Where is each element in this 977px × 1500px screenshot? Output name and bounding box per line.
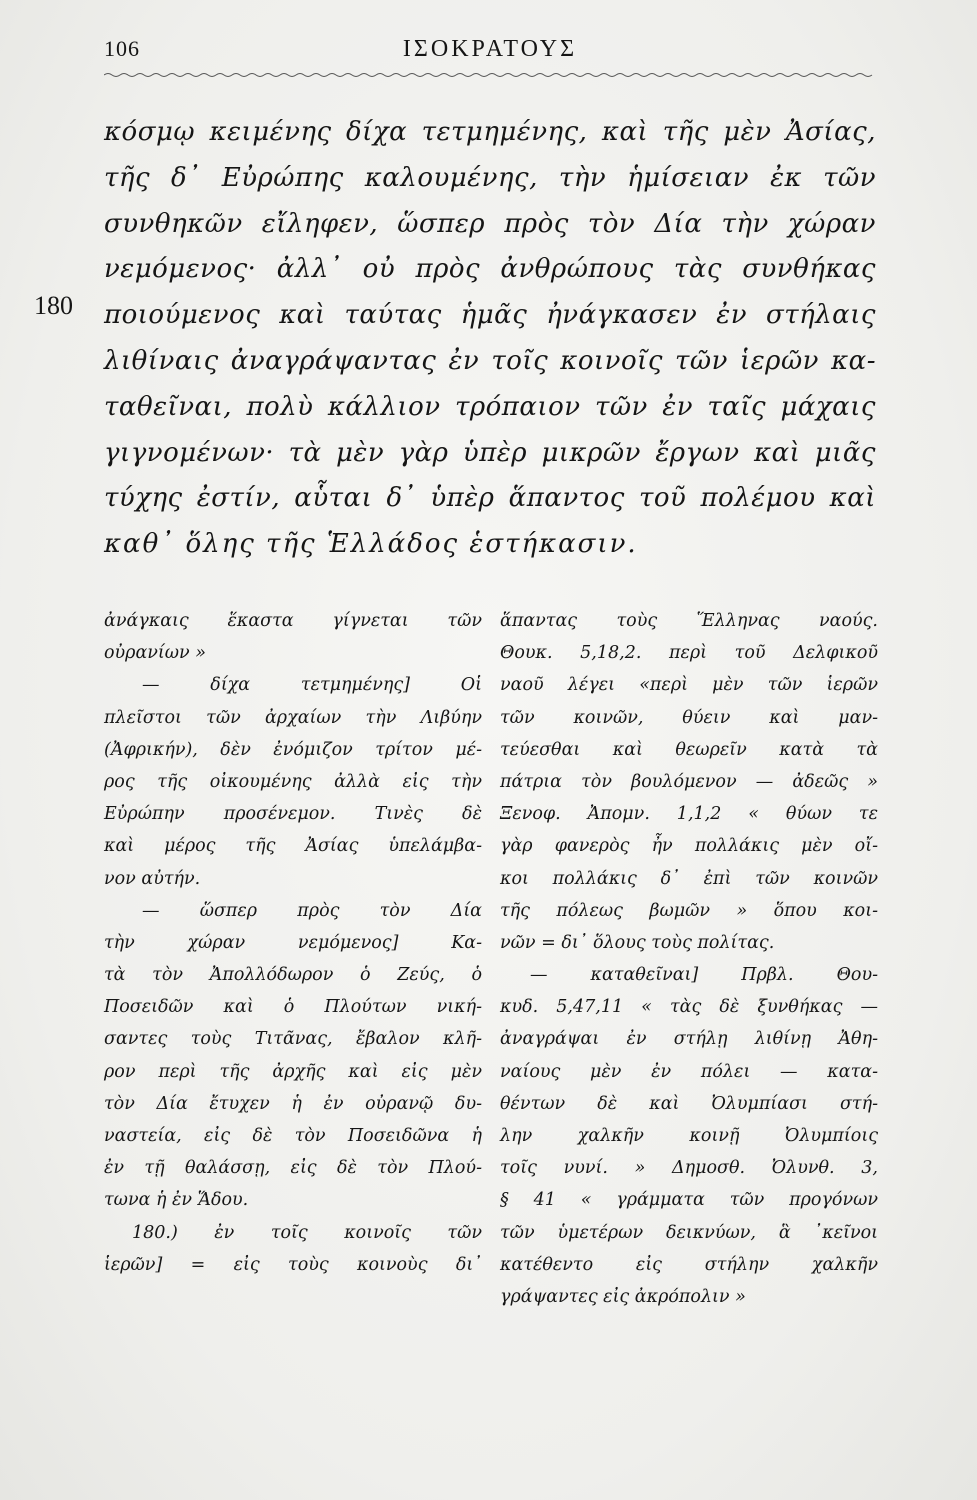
main-text <box>104 110 876 568</box>
note-line: τοῖς νυνί. » Δημοσθ. Ὀλυνθ. 3, <box>500 1158 878 1179</box>
note-line: ἐν τῇ θαλάσσῃ, εἰς δὲ τὸν Πλού- <box>104 1158 482 1179</box>
note-line: πλεῖστοι τῶν ἀρχαίων τὴν Λιβύην <box>104 707 482 728</box>
notes-left-column <box>104 605 482 1281</box>
running-title: ΙΣΟΚΡΑΤΟΥΣ <box>402 36 578 62</box>
note-line: πάτρια τὸν βουλόμενον — ἀδεῶς » <box>500 771 878 792</box>
header-rule <box>104 72 876 78</box>
note-line: τωνα ἡ ἐν Ἅδου. <box>104 1190 249 1211</box>
note-line: γὰρ φανερὸς ἦν πολλάκις μὲν οἴ- <box>500 836 878 857</box>
note-line: τὴν χώραν νεμόμενος] Κα- <box>104 932 482 953</box>
main-text-line: γιγνομένων· τὰ μὲν γὰρ ὑπὲρ μικρῶν ἔργων καὶ μιᾶς <box>104 437 876 468</box>
note-line: ρον περὶ τῆς ἀρχῆς καὶ εἰς μὲν <box>104 1061 482 1082</box>
main-text-line: κόσμῳ κειμένης δίχα τετμημένης, καὶ τῆς μὲν Ἀσίας, <box>104 117 876 147</box>
notes-right-column <box>500 605 878 1313</box>
note-line: Ποσειδῶν καὶ ὁ Πλούτων νική- <box>104 997 482 1018</box>
note-line: τὸν Δία ἔτυχεν ἡ ἐν οὐρανῷ δυ- <box>104 1093 482 1114</box>
note-line: ἱερῶν] = εἰς τοὺς κοινοὺς δι᾽ <box>104 1254 482 1275</box>
note-line: κοι πολλάκις δ᾽ ἐπὶ τῶν κοινῶν <box>500 868 878 889</box>
main-text-line: τύχης ἐστίν, αὗται δ᾽ ὑπὲρ ἅπαντος τοῦ πολέμου καὶ <box>104 483 876 514</box>
main-text-line: λιθίναις ἀναγράψαντας ἐν τοῖς κοινοῖς τῶν ἱερῶν κα- <box>104 345 876 376</box>
note-line: γράψαντες εἰς ἀκρόπολιν » <box>500 1286 746 1307</box>
note-line: νῶν = δι᾽ ὅλους τοὺς πολίτας. <box>500 932 775 953</box>
note-line: θέντων δὲ καὶ Ὀλυμπίασι στή- <box>500 1093 878 1114</box>
note-line: σαντες τοὺς Τιτᾶνας, ἔβαλον κλῆ- <box>104 1029 482 1050</box>
main-text-line: νεμόμενος· ἀλλ᾽ οὐ πρὸς ἀνθρώπους τὰς συνθήκας <box>104 254 876 285</box>
note-line: τὰ τὸν Ἀπολλόδωρον ὁ Ζεύς, ὁ <box>104 965 482 986</box>
note-line: ρος τῆς οἰκουμένης ἀλλὰ εἰς τὴν <box>104 771 482 792</box>
note-line: κατέθεντο εἰς στήλην χαλκῆν <box>500 1254 878 1275</box>
note-line: — δίχα τετμημένης] Οἱ <box>142 675 482 696</box>
note-line: — ὥσπερ πρὸς τὸν Δία <box>142 900 482 921</box>
note-line: λην χαλκῆν κοινῇ Ὀλυμπίοις <box>500 1126 878 1146</box>
note-line: 180.) ἐν τοῖς κοινοῖς τῶν <box>132 1222 482 1243</box>
note-line: ναίους μὲν ἐν πόλει — κατα- <box>500 1061 878 1082</box>
note-line: ἀνάγκαις ἕκαστα γίγνεται τῶν <box>104 611 482 631</box>
note-line: ἀναγράψαι ἐν στήλῃ λιθίνῃ Ἀθη- <box>500 1029 878 1050</box>
note-line: — καταθεῖναι] Πρβλ. Θου- <box>530 965 878 986</box>
note-line: οὐρανίων » <box>104 643 206 664</box>
note-line: Θουκ. 5,18,2. περὶ τοῦ Δελφικοῦ <box>500 643 878 664</box>
main-text-line: συνθηκῶν εἴληφεν, ὥσπερ πρὸς τὸν Δία τὴν χώραν <box>104 208 876 239</box>
note-line: κυδ. 5,47,11 « τὰς δὲ ξυνθήκας — <box>500 997 878 1018</box>
page-number: 106 <box>104 36 140 61</box>
note-line: ναοῦ λέγει «περὶ μὲν τῶν ἱερῶν <box>500 675 878 696</box>
main-text-line: τῆς δ᾽ Εὐρώπης καλουμένης, τὴν ἡμίσειαν ἐκ τῶν <box>104 162 876 193</box>
note-line: ναστεία, εἰς δὲ τὸν Ποσειδῶνα ἡ <box>104 1126 482 1146</box>
note-line: Ξενοφ. Ἀπομν. 1,1,2 « θύων τε <box>500 804 878 825</box>
note-line: ἅπαντας τοὺς Ἕλληνας ναούς. <box>500 611 878 631</box>
main-text-line: ταθεῖναι, πολὺ κάλλιον τρόπαιον τῶν ἐν ταῖς μάχαις <box>104 391 876 422</box>
note-line: νον αὐτήν. <box>104 868 201 889</box>
main-text-line: ποιούμενος καὶ ταύτας ἡμᾶς ἠνάγκασεν ἐν στήλαις <box>104 300 876 331</box>
note-line: § 41 « γράμματα τῶν προγόνων <box>500 1190 878 1211</box>
note-line: καὶ μέρος τῆς Ἀσίας ὑπελάμβα- <box>104 836 482 857</box>
line-number-marker: 180 <box>34 291 73 320</box>
note-line: τεύεσθαι καὶ θεωρεῖν κατὰ τὰ <box>500 739 878 760</box>
note-line: Εὐρώπην προσένεμον. Τινὲς δὲ <box>104 804 482 825</box>
main-text-line: καθ᾽ ὅλης τῆς Ἑλλάδος ἑστήκασιν. <box>104 529 638 560</box>
page-header <box>104 36 876 76</box>
note-line: (Ἀφρικήν), δὲν ἐνόμιζον τρίτον μέ- <box>104 739 482 760</box>
note-line: τῆς πόλεως βωμῶν » ὅπου κοι- <box>500 900 878 921</box>
note-line: τῶν κοινῶν, θύειν καὶ μαν- <box>500 707 878 728</box>
note-line: τῶν ὑμετέρων δεικνύων, ἃ ᾽κεῖνοι <box>500 1222 878 1243</box>
